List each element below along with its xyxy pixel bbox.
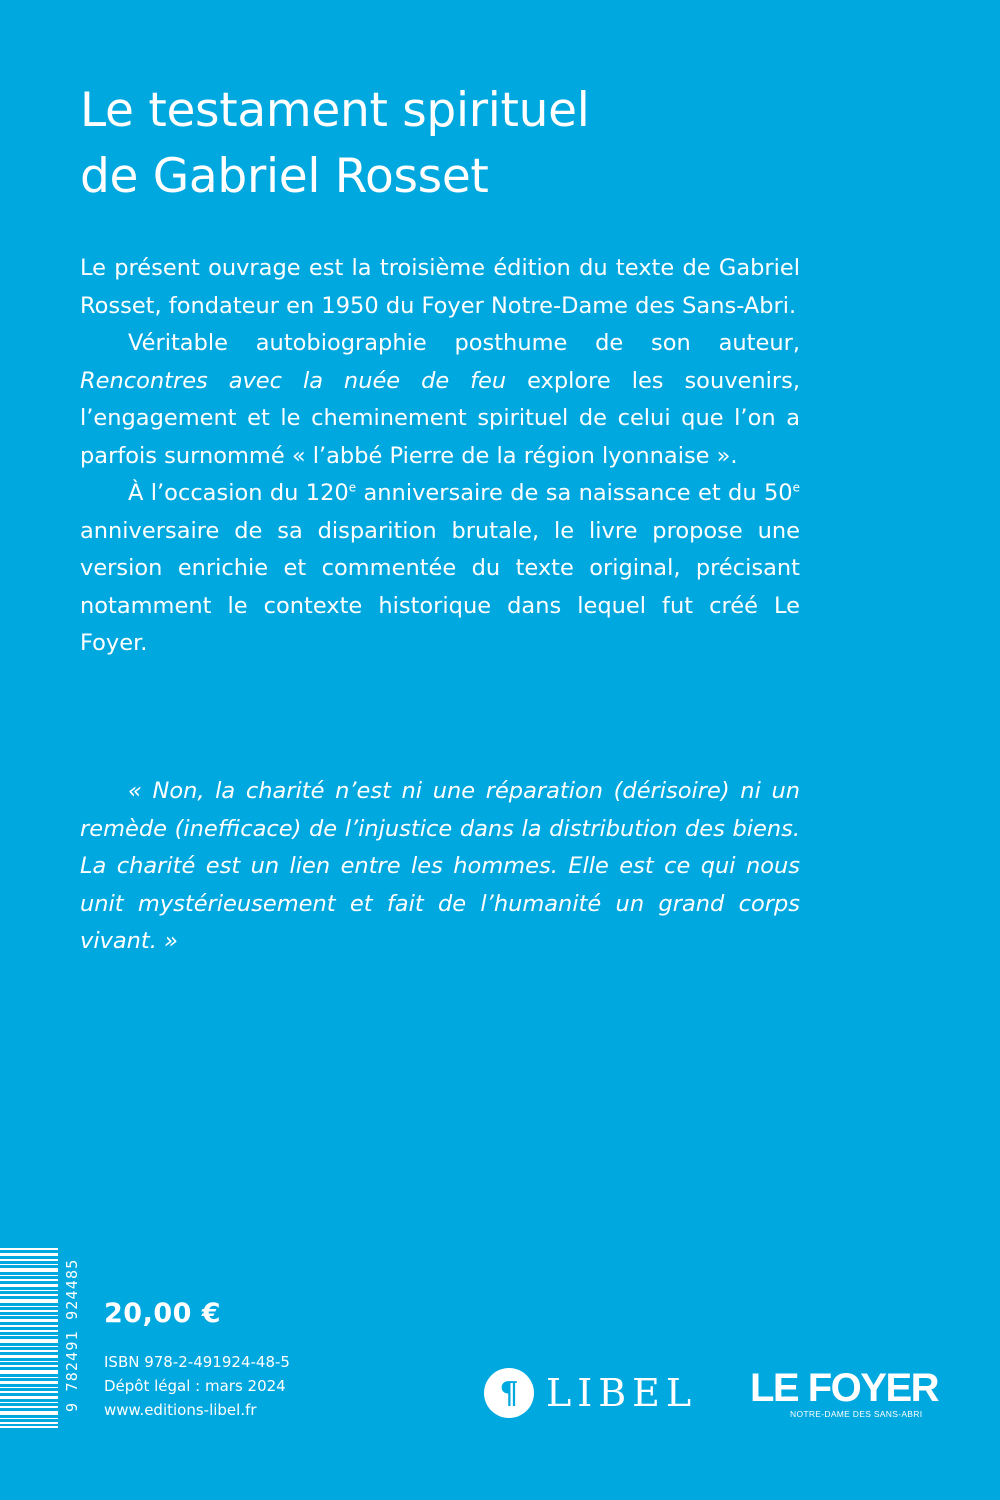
- libel-mark-icon: ¶: [484, 1368, 534, 1418]
- paragraph-3-a: À l’occasion du 120: [128, 480, 349, 506]
- paragraph-3: [80, 475, 800, 663]
- book-subtitle-italic: Rencontres avec la nuée de feu: [80, 367, 507, 394]
- barcode-icon: [0, 1248, 58, 1428]
- description-text: [80, 250, 800, 663]
- superscript-e: e: [348, 480, 357, 495]
- quote: « Non, la charité n’est ni une réparation (dérisoire) ni un remède (inefficace) de l’injustice dans la distribution des biens. La charité est un lien entre les hommes. Elle est ce qui nous unit mystérieusement et fait de l’humanité un grand corps vivant. »: [80, 778, 800, 954]
- le-foyer-logo: [750, 1366, 939, 1419]
- publication-info: [104, 1350, 290, 1422]
- publisher-website: www.editions-libel.fr: [104, 1401, 257, 1419]
- barcode-digits: 9 782491 924485: [63, 1258, 81, 1412]
- paragraph-2-end: explore les souvenirs, l’engagement et le cheminement spirituel de celui que l’on a parfois surnommé « l’abbé Pierre de la région lyonnaise ».: [80, 367, 800, 469]
- book-title: [80, 78, 940, 210]
- libel-logo: [484, 1368, 697, 1418]
- isbn: ISBN 978-2-491924-48-5: [104, 1353, 290, 1371]
- paragraph-3-b: anniversaire de sa naissance et du 50: [356, 480, 793, 506]
- le-foyer-tagline: NOTRE-DAME DES SANS-ABRI: [790, 1409, 923, 1419]
- price: 20,00 €: [104, 1298, 222, 1329]
- superscript-e: e: [792, 480, 800, 495]
- libel-wordmark: LIBEL: [546, 1371, 698, 1415]
- paragraph-2-start: Véritable autobiographie posthume de son auteur,: [128, 330, 800, 356]
- le-foyer-wordmark: LE FOYER: [750, 1366, 939, 1410]
- legal-deposit: Dépôt légal : mars 2024: [104, 1377, 286, 1395]
- title-line-2: de Gabriel Rosset: [80, 149, 489, 204]
- paragraph-3-c: anniversaire de sa disparition brutale, le livre propose une version enrichie et commentée du texte original, précisant notamment le contexte historique dans lequel fut créé Le Foyer.: [80, 517, 800, 656]
- title-line-1: Le testament spirituel: [80, 83, 590, 138]
- paragraph-1: Le présent ouvrage est la troisième édition du texte de Gabriel Rosset, fondateur en 1950 du Foyer Notre-Dame des Sans-Abri.: [80, 255, 800, 319]
- paragraph-2: [80, 325, 800, 475]
